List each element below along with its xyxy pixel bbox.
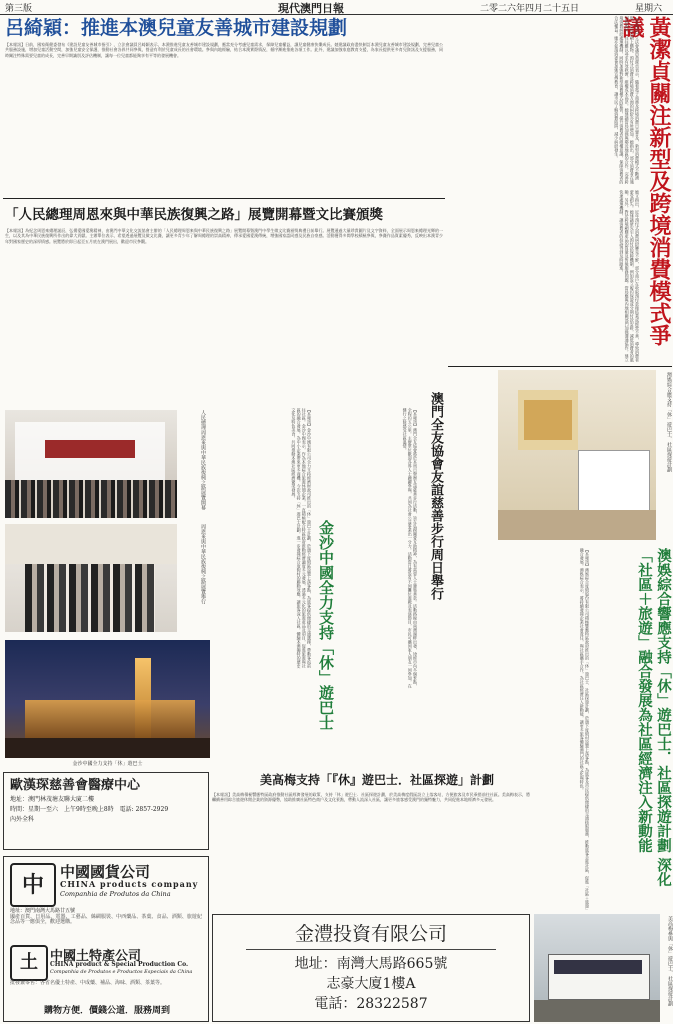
page-header — [0, 0, 673, 15]
bus-stop-photo — [498, 370, 656, 540]
walk-body: 【本報訊】澳門全友協會將於本周日舉辦友誼慈善步行活動，旨在弘揚關愛互助精神，為有需要人士籌集善款。活動路線由南灣湖畔出發，途經市內多個景點，全程約五公里。主辦單位歡迎各界人士踴躍參與，共同為社會公益事業出一分力。活動當日將設有不同攤位遊戲及表演節目，市民可攜同家人朋友一同參加，在健行之餘感受社區溫情。 — [402, 408, 418, 688]
right-body-1: 【本報訊】立法會議員黃潔貞表示，隨着電子商務及跨境消費日益普及，新型消費模式不斷湧現，市民在網上購物、預付式消費及跨境消費方面的糾紛亦有所增加。她指出，部分消費者在遇到問題時，往往難以尋求有效救濟，維權成本高昂。她建議當局加強與鄰近地區的合作，完善跨境消費糾紛處理機制，同時加強對新型消費模式的監管，提升消費者的維權意識，保障消費者的合法權益。她亦促請消委會加強宣傳教育，讓市民了解消費陷阱，減少糾紛發生。 — [614, 16, 640, 184]
kamli-address-line-2: 志豪大廈1樓A — [326, 976, 416, 992]
walk-headline: 澳門全友協會友誼慈善步行周日舉行 — [428, 392, 443, 600]
section-number: 第三版 — [5, 4, 33, 14]
mgm-body: 【本報訊】美高梅積極響應特區政府推動社區經濟發展的政策，支持「休」遊巴士．社區探遊計劃，於美高梅度假區設立上落客站，方便旅客及市民乘搭前往社區。美高梅表示，將繼續善用綜合旅遊休閒企業的資源優勢，協助推廣社區特色商戶及文化景點，帶動人流深入社區，讓更多旅客感受澳門的獨特魅力，共同促進本地經濟多元發展。 — [212, 792, 530, 803]
right-body-2: 她又指出，近年預付式消費糾紛屢見不鮮，部分商戶在收取預付款後結業或經營不善，導致消費者蒙受損失。她建議研究引入預付款保障機制，例如設立履約保證或分期付款安排，減低消費者的風險。另外，對於跨境網購產品的質量及售後服務問題，當局應與內地相關部門加強溝通協作，建立快速處理機制，讓消費者的投訴得到及時跟進。 — [619, 190, 640, 362]
weekday: 星期六 — [635, 4, 663, 14]
china-products-name: 中國國貨公司 — [60, 863, 151, 881]
china-products-logo-icon: 中 — [10, 863, 56, 907]
china-products-ad — [3, 856, 209, 1022]
sands-body: 【本報訊】金沙中國有限公司全力支持經濟財政司推出的「休」遊巴士計劃，於旗下度假區設置上落客點，為旅客提供便捷的交通選擇，帶動客流前往社區。金沙中國表示，作為本地綜合旅遊休閒企業，一直積極配合特區政府推動經濟適度多元發展，透過多元化的旅遊產品及項目，促進旅遊與社區的融合發展，為中小企業帶來更多商機。今次支持「休」遊巴士計劃，進一步發揮綜合度假村的聯動效應，讓旅客深入社區，體驗本澳獨特的歷史文化及特色美食，共同推動本澳社區經濟繁榮發展。 — [291, 408, 312, 668]
slogan: 購物方便．價錢公道．服務周到 — [43, 1006, 170, 1016]
photo-caption-2: 周恩來與中華民族復興之路展覽舉行 — [200, 524, 206, 604]
china-products-address: 地址：澳門南灣大馬路廿五號 — [10, 908, 76, 914]
divider — [448, 366, 672, 367]
mgm-bus-photo-caption: 美高梅參與「休」遊巴士．社區探遊計劃 — [667, 916, 673, 1006]
kamli-address-line-1: 地址：南灣大馬路665號 — [294, 956, 448, 972]
issue-date: 二零二六年四月二十五日 — [480, 4, 580, 14]
sjm-headline: 澳娛綜合響應支持「休」遊巴士．社區探遊計劃 深化「社區＋旅遊」融合發展為社區經濟注入新動能 — [636, 548, 671, 887]
clinic-hours: 時間：星期一至六 上午9時至晚上8時 電話: 2857-2929 — [10, 806, 169, 813]
sands-resort-photo — [5, 640, 210, 758]
masthead: 現代澳門日報 — [278, 2, 344, 15]
clinic-ad — [3, 772, 209, 850]
article1-headline: 呂綺穎：推進本澳兒童友善城市建設規劃 — [5, 17, 348, 39]
special-products-logo-icon: 土 — [10, 945, 48, 981]
kamli-phone: 電話：28322587 — [314, 996, 428, 1012]
photo-caption-1: 人民總理周恩來與中華民族復興之路展覽開幕 — [200, 410, 206, 510]
special-products-english-name: CHINA product & Special Production Co. — [50, 961, 189, 968]
sjm-body: 【本報訊】澳娛綜合度假股份有限公司積極響應特區政府推出的「休」遊巴士．社區探遊計劃，於旗下度假村設置上落客點，為旅客及市民提供便捷的交通接駁服務，推動旅客走進社區，促進「社區＋旅遊」融合發展。澳娛綜合表示，將持續發揮企業社會責任，與社區攜手合作，為社區經濟注入新動能，讓更多旅客體驗澳門的社區文化與特色。 — [579, 548, 590, 910]
sands-photo-caption: 金沙中國全力支持「休」遊巴士 — [72, 761, 143, 767]
article1-body: 【本報訊】日前，國家衛健委發布《建設兒童友善城市指引》，立法會議員呂綺穎表示，本澳推進兒童友善城市建設規劃，應當充分考慮兒童需求，保障兒童權益，讓兒童健康快樂成長。她建議政府盡快制訂本澳兒童友善城市建設規劃，完善兒童公共服務設施，增加兒童活動空間，加強兒童安全保護，推動社會各界共同參與，營造有利於兒童成長的社會環境。參與內地經驗，結合本澳實際情況，循序漸進推進各項工作。此外，建議加強家庭教育支援，為家長提供更多育兒資訊及支援服務，同時關注特殊需要兒童的成長，完善早期識別及評估機制，讓每一位兒童都能夠享有平等的發展機會。 — [5, 42, 443, 58]
special-products-description: 批發兼零售：各省名優土特產、中成藥、補品、海味、酒類、茶葉等。 — [10, 980, 166, 986]
divider — [3, 198, 445, 199]
article2-headline: 「人民總理周恩來與中華民族復興之路」展覽開幕暨文比賽頒獎 — [5, 207, 383, 223]
article2-body: 【本報訊】為紀念周恩來總理誕辰，弘揚愛國愛澳精神，由澳門中華文化交流協會主辦的「人民總理周恩來與中華民族復興之路」展覽開幕暨澳門中學生徵文比賽頒獎典禮日前舉行。展覽通過大量珍貴圖片及文字資料，全面展示周恩來總理光輝的一生，以及其為中華民族復興所作出的偉大貢獻。主辦單位表示，希望透過展覽及徵文比賽，讓更多青少年了解周總理的崇高精神，傳承愛國愛澳傳統，增強國家認同感及民族自豪感。活動獲得多間學校積極參與，參賽作品質素優秀，反映出本澳青少年對國家歷史的深厚情感。展覽將於即日起至五月底在澳門展出，歡迎市民參觀。 — [5, 228, 443, 244]
clinic-departments: 內外全科 — [10, 816, 35, 823]
special-products-name: 中國土特產公司 — [50, 949, 142, 964]
kamli-investment-ad — [212, 914, 530, 1022]
china-products-description: 國產百貨、日用品、電器、工藝品、絲綢服裝、中西藥品、茶葉、食品、酒類、旅遊紀念品等一應俱全，歡迎選購。 — [10, 914, 202, 926]
bus-stop-photo-caption: 澳娛綜合應支持「休」遊巴士．社區探遊計劃 — [666, 372, 672, 472]
clinic-name: 歐漢琛慈善會醫療中心 — [10, 778, 141, 793]
kamli-company-name: 金澧投資有限公司 — [294, 923, 447, 945]
right-headline: 黃潔貞關注新型及跨境消費模式爭議 — [619, 16, 671, 346]
mgm-bus-photo — [534, 914, 660, 1022]
china-products-portuguese-name: Companhia de Produtos da China — [60, 890, 171, 898]
mgm-headline: 美高梅支持「『休』遊巴士．社區探遊」計劃 — [260, 773, 495, 787]
exhibition-opening-photo — [5, 410, 177, 518]
clinic-address: 地址：澳門林茂塘友聯大廈二樓 — [10, 796, 95, 803]
sands-headline: 金沙中國全力支持「休」遊巴士 — [317, 520, 335, 730]
china-products-english-name: CHINA products company — [60, 879, 199, 889]
special-products-portuguese-name: Companhia de Produtos e Productos Especiais da China — [50, 969, 193, 975]
exhibition-visit-photo — [5, 524, 177, 632]
